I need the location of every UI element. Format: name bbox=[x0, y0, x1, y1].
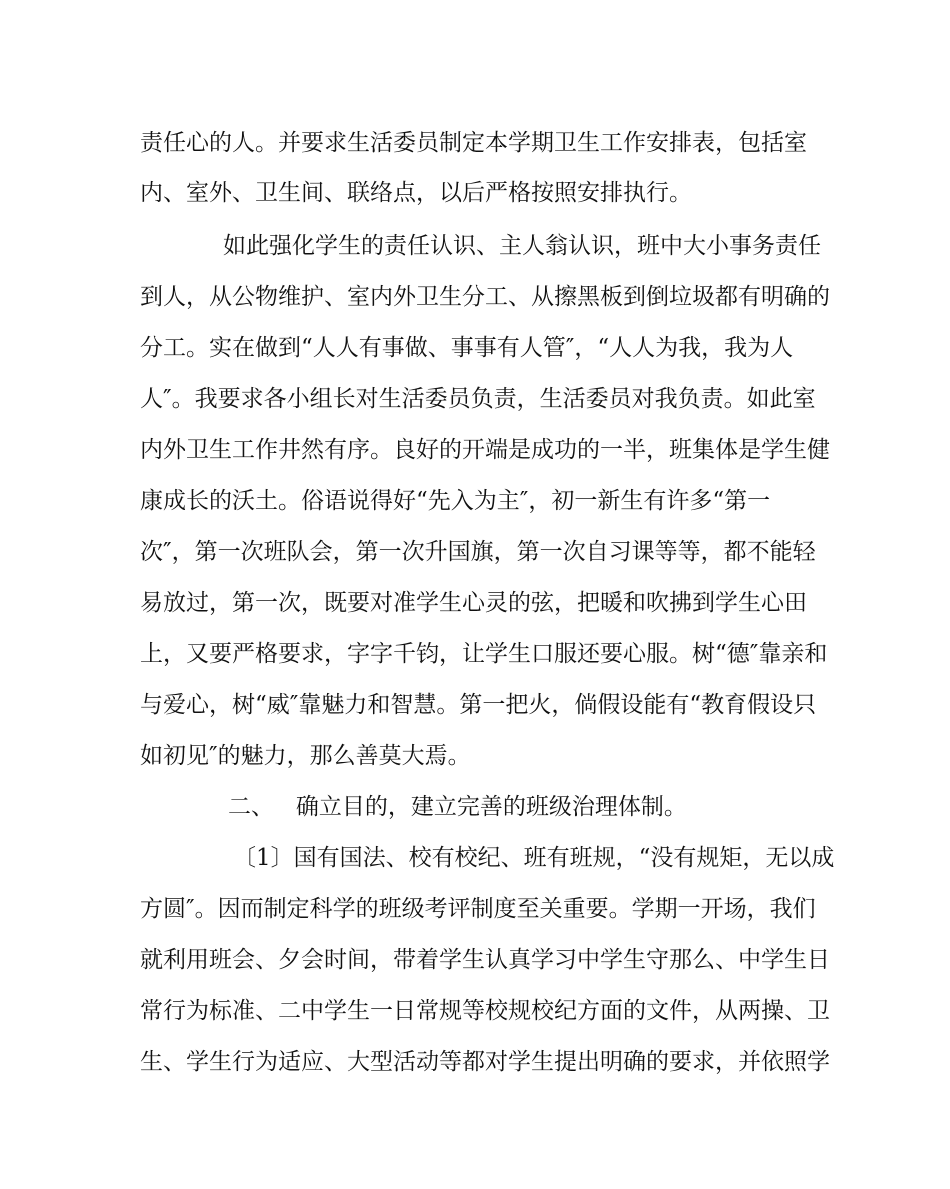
text-line: 内外卫生工作井然有序。良好的开端是成功的一半，班集体是学生健 bbox=[140, 437, 830, 463]
text-line: 次″，第一次班队会，第一次升国旗，第一次自习课等等，都不能轻 bbox=[140, 539, 816, 565]
text-line: 人″。我要求各小组长对生活委员负责，生活委员对我负责。如此室 bbox=[140, 386, 816, 412]
paragraph-start-line: 〔1〕国有国法、校有校纪、班有班规，“没有规矩，无以成 bbox=[233, 845, 835, 871]
text-line: 上，又要严格要求，字字千钧，让学生口服还要心服。树“德″靠亲和 bbox=[140, 641, 828, 667]
text-line: 方圆″。因而制定科学的班级考评制度至关重要。学期一开场，我们 bbox=[140, 896, 816, 922]
text-line: 分工。实在做到“人人有事做、事事有人管″，“人人为我，我为人 bbox=[140, 335, 794, 361]
text-line: 如初见″的魅力，那么善莫大焉。 bbox=[140, 743, 471, 769]
paragraph-start-line: 如此强化学生的责任认识、主人翁认识，班中大小事务责任 bbox=[223, 233, 821, 259]
text-line: 生、学生行为适应、大型活动等都对学生提出明确的要求，并依照学 bbox=[140, 1049, 830, 1075]
text-line: 易放过，第一次，既要对准学生心灵的弦，把暖和吹拂到学生心田 bbox=[140, 590, 807, 616]
text-line: 康成长的沃土。俗语说得好“先入为主″，初一新生有许多“第一 bbox=[140, 488, 771, 514]
text-line: 常行为标准、二中学生一日常规等校规校纪方面的文件，从两操、卫 bbox=[140, 998, 830, 1024]
text-line: 内、室外、卫生间、联络点，以后严格按照安排执行。 bbox=[140, 180, 692, 206]
section-heading: 二、 确立目的，建立完善的班级治理体制。 bbox=[228, 794, 687, 820]
text-line: 与爱心，树“威″靠魅力和智慧。第一把火，倘假设能有“教育假设只 bbox=[140, 692, 817, 718]
text-line: 到人，从公物维护、室内外卫生分工、从擦黑板到倒垃圾都有明确的 bbox=[140, 284, 830, 310]
text-line: 就利用班会、夕会时间，带着学生认真学习中学生守那么、中学生日 bbox=[140, 947, 830, 973]
text-line: 责任心的人。并要求生活委员制定本学期卫生工作安排表，包括室 bbox=[140, 130, 807, 156]
